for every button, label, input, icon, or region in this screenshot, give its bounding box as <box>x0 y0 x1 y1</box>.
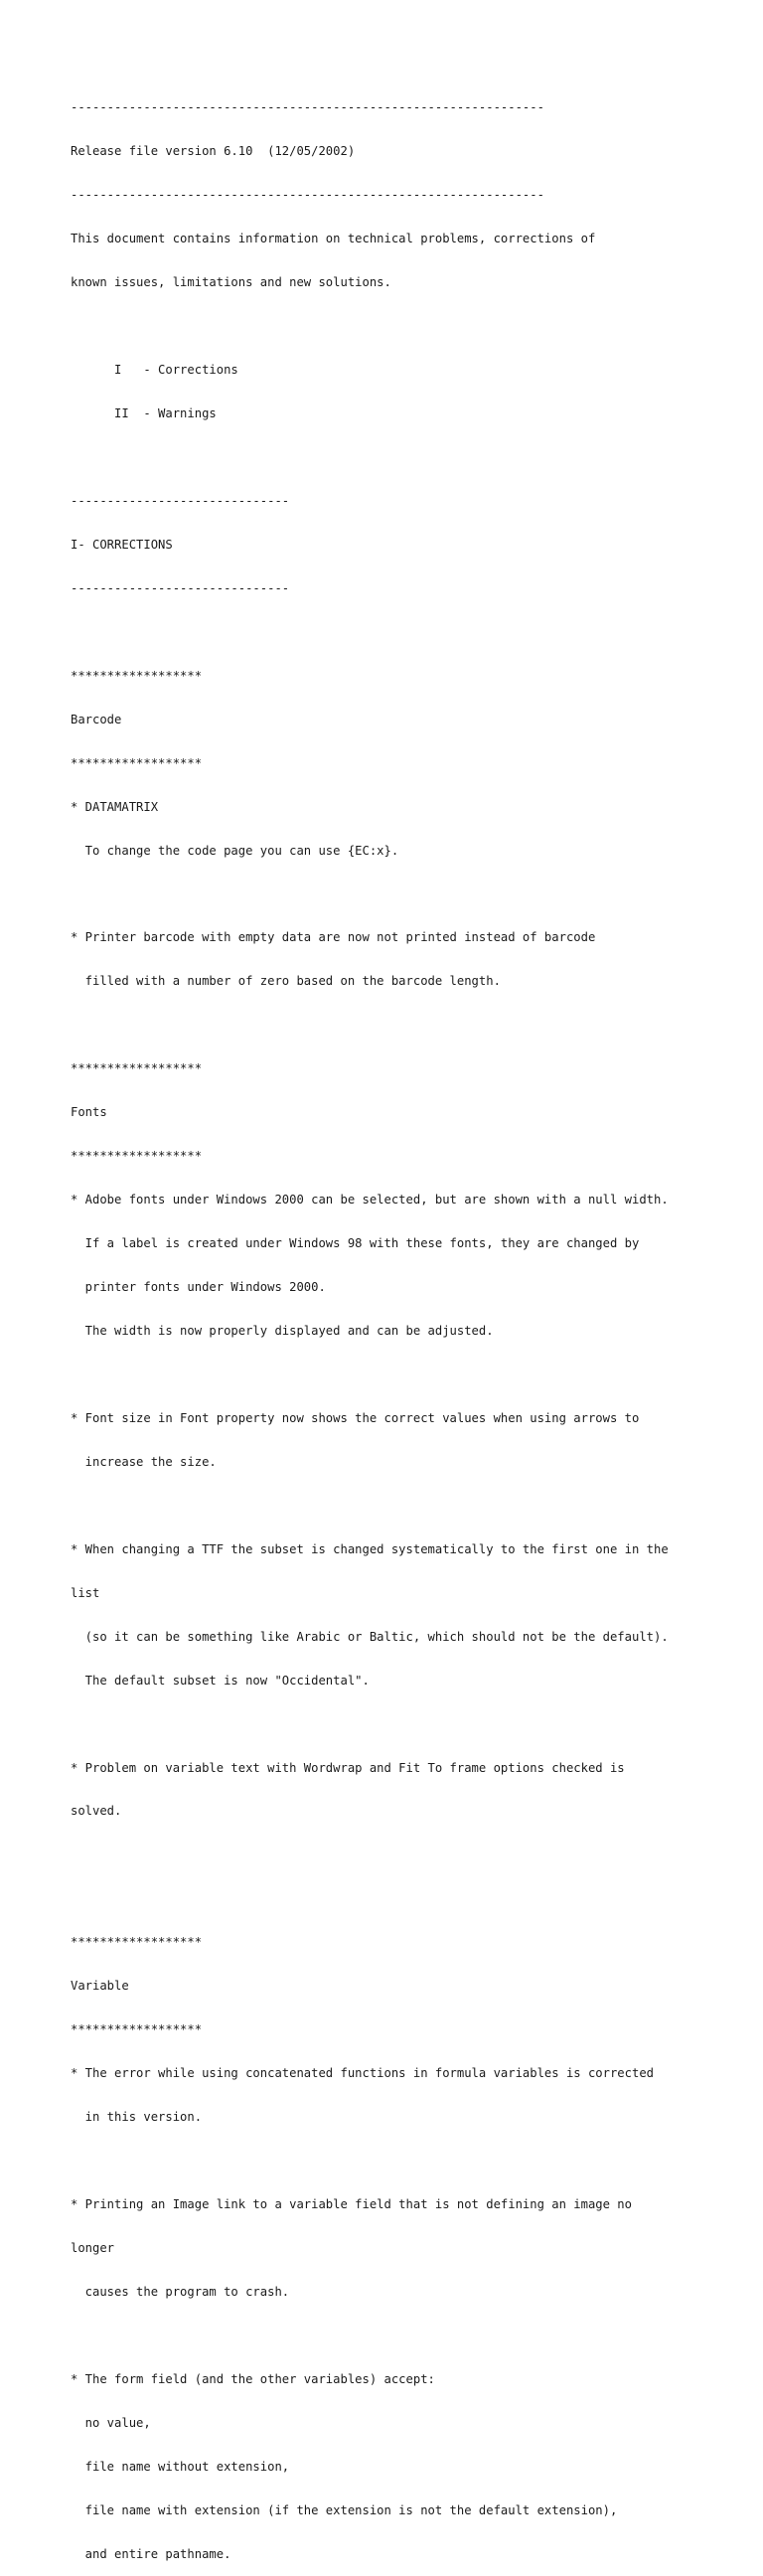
intro-text: This document contains information on technical problems, corrections of <box>71 232 596 246</box>
bullet-item: * Font size in Font property now shows the correct values when using arrows to <box>71 1410 640 1425</box>
section-heading-corrections: I- CORRECTIONS <box>71 537 173 552</box>
star-rule: ****************** <box>71 1061 203 1076</box>
rule-line: ------------------------------ <box>71 580 290 595</box>
star-rule: ****************** <box>71 755 203 770</box>
bullet-item: * Printing an Image link to a variable field that is not defining an image no <box>71 2197 632 2212</box>
blank-line <box>71 450 726 465</box>
star-rule: ****************** <box>71 1149 203 1164</box>
bullet-text: To change the code page you can use {EC:x}. <box>71 843 399 858</box>
subsection-heading-fonts: Fonts <box>71 1105 107 1120</box>
bullet-item: * The form field (and the other variables) accept: <box>71 2371 435 2386</box>
blank-line <box>71 1018 726 1033</box>
bullet-item: * When changing a TTF the subset is changed systematically to the first one in the <box>71 1541 669 1556</box>
bullet-item: * Adobe fonts under Windows 2000 can be selected, but are shown with a null width. <box>71 1193 669 1208</box>
bullet-text: causes the program to crash. <box>71 2284 290 2299</box>
bullet-text: printer fonts under Windows 2000. <box>71 1280 326 1295</box>
star-rule: ****************** <box>71 668 203 683</box>
toc-item-corrections: I - Corrections <box>71 363 238 378</box>
blank-line <box>71 886 726 901</box>
release-notes-document <box>71 72 726 2576</box>
bullet-text: filled with a number of zero based on the barcode length. <box>71 974 501 989</box>
subsection-heading-variable: Variable <box>71 1979 129 1994</box>
star-rule: ****************** <box>71 1935 203 1950</box>
bullet-text: solved. <box>71 1804 122 1819</box>
bullet-text: The width is now properly displayed and can be adjusted. <box>71 1324 494 1338</box>
bullet-text: in this version. <box>71 2110 203 2125</box>
blank-line <box>71 1717 726 1732</box>
bullet-item: * DATAMATRIX <box>71 799 159 814</box>
rule-line: ----------------------------------------------------------------- <box>71 188 544 203</box>
bullet-text: no value, <box>71 2415 151 2430</box>
toc-item-warnings: II - Warnings <box>71 405 217 420</box>
bullet-text: longer <box>71 2241 115 2256</box>
bullet-text: list <box>71 1585 100 1600</box>
bullet-text: file name with extension (if the extension is not the default extension), <box>71 2502 618 2517</box>
blank-line <box>71 2329 726 2343</box>
bullet-text: The default subset is now "Occidental". <box>71 1673 370 1688</box>
intro-text: known issues, limitations and new solutions. <box>71 275 391 290</box>
bullet-text: (so it can be something like Arabic or Baltic, which should not be the default). <box>71 1629 669 1644</box>
rule-line: ----------------------------------------------------------------- <box>71 100 544 115</box>
bullet-item: * The error while using concatenated functions in formula variables is corrected <box>71 2066 654 2081</box>
subsection-heading-barcode: Barcode <box>71 712 122 726</box>
bullet-item: * Printer barcode with empty data are now not printed instead of barcode <box>71 930 596 945</box>
blank-line <box>71 1848 726 1862</box>
bullet-text: If a label is created under Windows 98 with these fonts, they are changed by <box>71 1236 640 1251</box>
bullet-text: increase the size. <box>71 1454 217 1469</box>
release-title: Release file version 6.10 (12/05/2002) <box>71 144 356 159</box>
bullet-text: file name without extension, <box>71 2459 290 2474</box>
blank-line <box>71 1891 726 1906</box>
blank-line <box>71 2154 726 2169</box>
star-rule: ****************** <box>71 2022 203 2037</box>
bullet-item: * Problem on variable text with Wordwrap and Fit To frame options checked is <box>71 1760 625 1775</box>
blank-line <box>71 319 726 334</box>
blank-line <box>71 1499 726 1514</box>
blank-line <box>71 1368 726 1382</box>
blank-line <box>71 625 726 640</box>
rule-line: ------------------------------ <box>71 493 290 508</box>
bullet-text: and entire pathname. <box>71 2546 231 2561</box>
